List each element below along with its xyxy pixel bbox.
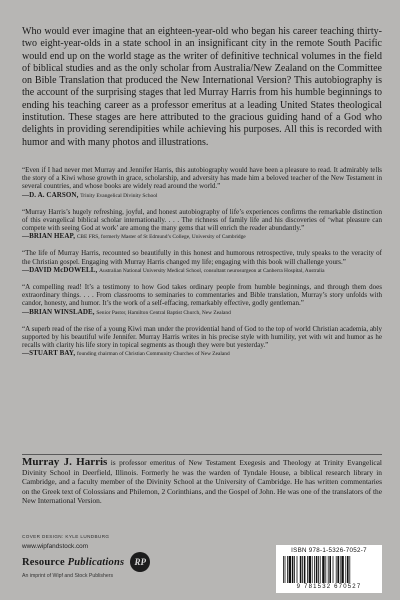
endorsement bbox=[22, 249, 382, 275]
barcode-digits: 9 781532 670527 bbox=[296, 584, 362, 590]
endorsement-attribution bbox=[22, 232, 382, 242]
endorsement-attribution bbox=[22, 349, 382, 359]
endorser-name: —D. A. CARSON, bbox=[22, 190, 79, 199]
endorsement bbox=[22, 325, 382, 359]
endorser-title: founding chairman of Christian Community Churches of New Zealand bbox=[76, 351, 230, 358]
endorser-name: —BRIAN HEAP, bbox=[22, 232, 76, 241]
section-divider bbox=[22, 454, 382, 455]
endorsement-text: “The life of Murray Harris, recounted so beautifully in this honest and humorous retrospective, truly speaks to the veracity of the Christian gospel. Engaging with Murray Harris changed my life; engaging with this book will challenge yours.” bbox=[22, 249, 382, 266]
endorsement-attribution bbox=[22, 308, 382, 318]
endorsement-text: “Murray Harris’s hugely refreshing, joyful, and honest autobiography of life’s experiences confirms the remarkable distinction of this evangelical biblical scholar internationally. . . . The richness of family life and his discoveries of ‘what pleasure can compete with seeing God at work’ are among the many gems that will enrich the reader abundantly.” bbox=[22, 207, 382, 233]
publisher-logo-icon: RP bbox=[130, 552, 150, 572]
barcode-icon bbox=[282, 556, 376, 583]
endorsement bbox=[22, 166, 382, 200]
isbn-label: ISBN 978-1-5326-7052-7 bbox=[291, 547, 367, 554]
endorsement bbox=[22, 283, 382, 317]
endorser-title: CBE FRS, formerly Master of St Edmund’s College, University of Cambridge bbox=[76, 234, 246, 241]
author-bio-text: is professor emeritus of New Testament Exegesis and Theology at Trinity Evangelical Divinity School in Deerfield, Illinois. Formerly he was the warden of Tyndale House, a biblical research library in Cambridge, and a faculty member of the Divinity School at the University of Cambridge. He has written commentaries on the Greek text of Colossians and Philemon, 2 Corinthians, and the Gospel of John. He was one of the translators of the New International Version. bbox=[22, 458, 382, 506]
brand-name-b: Publications bbox=[67, 556, 125, 568]
endorser-title: Senior Pastor, Hamilton Central Baptist Church, New Zealand bbox=[96, 309, 231, 316]
publisher-brand-row bbox=[22, 552, 222, 572]
author-name: Murray J. Harris bbox=[22, 456, 108, 468]
endorser-title: Trinity Evangelical Divinity School bbox=[80, 192, 158, 199]
publisher-block bbox=[22, 534, 222, 579]
publisher-website: www.wipfandstock.com bbox=[22, 543, 89, 550]
author-bio bbox=[22, 458, 382, 506]
endorser-title: Australian National University Medical School, consultant neurosurgeon at Canberra Hospital, Australia bbox=[99, 267, 325, 274]
endorsement bbox=[22, 208, 382, 242]
endorsement-text: “Even if I had never met Murray and Jennifer Harris, this autobiography would have been a pleasure to read. It admirably tells the story of a Kiwi whose growth in grace, scholarship, and adversity has made him a beloved teacher of the New Testament in several countries, and whose books are widely read around the world.” bbox=[22, 166, 382, 191]
endorsement-text: “A compelling read! It’s a testimony to how God takes ordinary people from humble beginnings, and through them does extraordinary things. . . . From classrooms to seminaries to commentaries and Bible translation, Murray’s story unfolds with candor, honesty, and humor. It’s the work of a self-effacing, remarkably effective, godly gentleman.” bbox=[22, 282, 382, 308]
barcode-panel bbox=[276, 545, 382, 593]
endorsement-text: “A superb read of the rise of a young Kiwi man under the providential hand of God to the top of world Christian academia, ably supported by his beautiful wife Jennifer. Murray Harris writes in his precise style with humility, yet with wit and humor as he recalls with clarity his life story in topical segments as though they were but yesterday.” bbox=[22, 324, 382, 350]
endorsements bbox=[22, 166, 382, 366]
endorsement-attribution bbox=[22, 266, 382, 276]
cover-design-credit: COVER DESIGN: KYLE LUNDBURG bbox=[22, 534, 110, 539]
endorser-name: —STUART BAY, bbox=[22, 349, 76, 358]
imprint-line: An imprint of Wipf and Stock Publishers bbox=[22, 573, 114, 579]
endorsement-attribution bbox=[22, 191, 382, 201]
endorser-name: —BRIAN WINSLADE, bbox=[22, 307, 95, 316]
endorser-name: —DAVID McDOWELL, bbox=[22, 265, 98, 274]
brand-name-a: Resource bbox=[22, 556, 68, 568]
publisher-brand bbox=[22, 557, 124, 568]
intro-paragraph: Who would ever imagine that an eighteen-year-old who began his career teaching thirty-two eight-year-olds in a state school in an insignificant city in the remote South Pacific would end up on the world stage as the writer of definitive technical volumes in the field of biblical studies and as the only scholar from Australia/New Zealand on the Committee on Bible Translation that produced the New International Version? This autobiography is the account of the surprising stages that led Murray Harris from his humble beginnings to ending his teaching career as a professor emeritus at a leading United States theological institution. These stages are here attributed to the gracious guiding hand of a God who delights in providing serendipities while achieving his purposes. All this is recorded with humor and with many photos and illustrations. bbox=[22, 26, 382, 148]
